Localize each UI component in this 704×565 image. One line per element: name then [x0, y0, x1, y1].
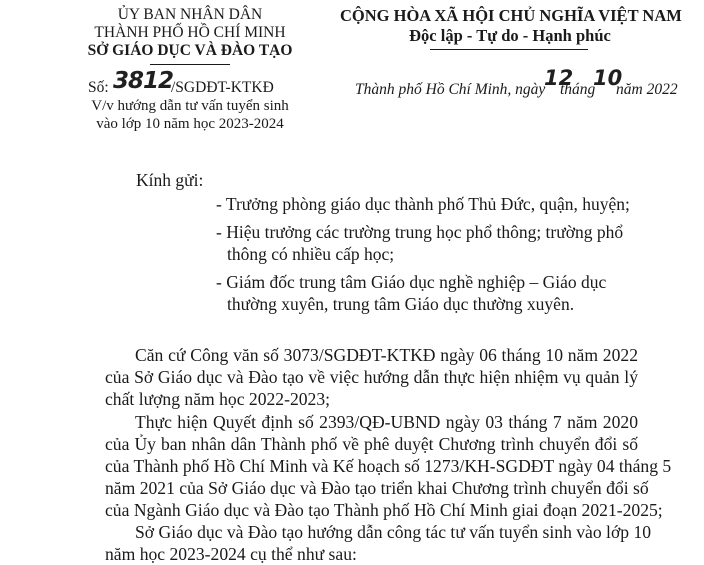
agency-line-2: THÀNH PHỐ HỒ CHÍ MINH	[94, 24, 286, 41]
para3-line-1: Sở Giáo dục và Đào tạo hướng dẫn công tác tư vấn tuyển sinh vào lớp 10	[135, 522, 652, 542]
document-number-handwritten: 3812	[113, 68, 174, 94]
date-day-handwritten: 12	[544, 66, 574, 90]
date-year: năm 2022	[616, 81, 678, 98]
agency-line-1: ỦY BAN NHÂN DÂN	[117, 6, 263, 23]
para2-line-2: của Ủy ban nhân dân Thành phố về phê duyệt Chương trình chuyển đổi số	[105, 434, 638, 454]
para3-line-2: năm học 2023-2024 cụ thể như sau:	[105, 544, 357, 564]
para1-line-2: của Sở Giáo dục và Đào tạo về việc hướng dẫn thực hiện nhiệm vụ quản lý	[105, 367, 638, 387]
recipient-item-2: - Hiệu trưởng các trường trung học phổ thông; trường phổ	[216, 222, 624, 242]
document-number-prefix: Số:	[88, 79, 109, 96]
para2-line-3: của Thành phố Hồ Chí Minh và Kế hoạch số 1273/KH-SGDĐT ngày 04 tháng 5	[105, 456, 672, 476]
para2-line-5: của Ngành Giáo dục và Đào tạo Thành phố Hồ Chí Minh giai đoạn 2021-2025;	[105, 500, 663, 520]
recipient-item-1: - Trưởng phòng giáo dục thành phố Thủ Đức, quận, huyện;	[216, 194, 630, 214]
national-motto: Độc lập - Tự do - Hạnh phúc	[409, 26, 611, 45]
recipient-item-2-cont: thông có nhiều cấp học;	[227, 244, 395, 264]
subject-line-2: vào lớp 10 năm học 2023-2024	[96, 116, 284, 132]
para2-line-1: Thực hiện Quyết định số 2393/QĐ-UBND ngày 03 tháng 7 năm 2020	[135, 412, 638, 432]
department-name: SỞ GIÁO DỤC VÀ ĐÀO TẠO	[87, 42, 293, 59]
recipient-item-3-cont: thường xuyên, trung tâm Giáo dục thường xuyên.	[227, 294, 575, 314]
date-month-word: tháng	[560, 81, 596, 98]
recipient-item-3: - Giám đốc trung tâm Giáo dục nghề nghiệp – Giáo dục	[216, 272, 607, 292]
country-name: CỘNG HÒA XÃ HỘI CHỦ NGHĨA VIỆT NAM	[340, 6, 682, 25]
motto-underline	[430, 49, 588, 50]
document-number-suffix: /SGDĐT-KTKĐ	[171, 79, 274, 96]
greeting: Kính gửi:	[136, 170, 204, 190]
para2-line-4: năm 2021 của Sở Giáo dục và Đào tạo triển khai Chương trình chuyển đổi số	[105, 478, 649, 498]
place-date-prefix: Thành phố Hồ Chí Minh, ngày	[355, 81, 546, 98]
date-month-handwritten: 10	[593, 66, 623, 90]
para1-line-3: chất lượng năm học 2022-2023;	[105, 389, 331, 409]
department-underline	[150, 64, 230, 65]
subject-line-1: V/v hướng dẫn tư vấn tuyển sinh	[91, 98, 289, 114]
para1-line-1: Căn cứ Công văn số 3073/SGDĐT-KTKĐ ngày 06 tháng 10 năm 2022	[135, 345, 638, 365]
